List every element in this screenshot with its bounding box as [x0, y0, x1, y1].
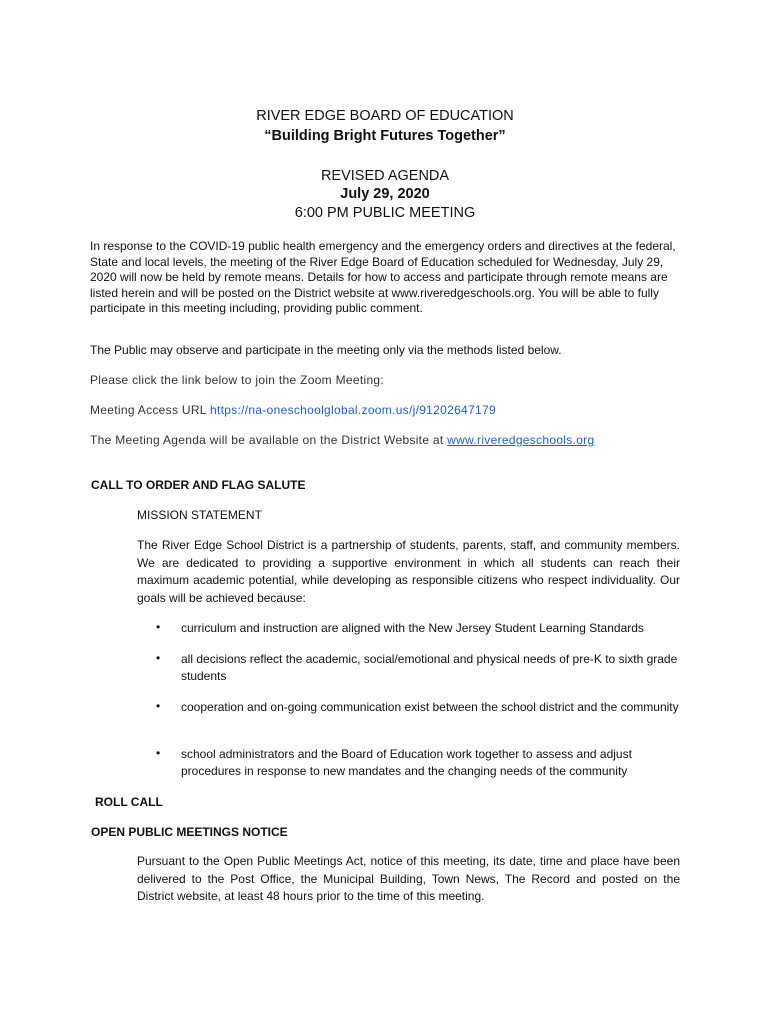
public-observe-text: The Public may observe and participate in the meeting only via the methods listed below. — [90, 343, 562, 357]
list-item: cooperation and on-going communication exist between the school district and the community — [181, 700, 679, 714]
bullet-marker: • — [156, 699, 161, 713]
call-to-order-heading: CALL TO ORDER AND FLAG SALUTE — [91, 478, 306, 492]
meeting-access-line — [90, 403, 680, 419]
bullet-marker: • — [156, 651, 161, 665]
mission-heading: MISSION STATEMENT — [137, 508, 262, 522]
opma-heading: OPEN PUBLIC MEETINGS NOTICE — [91, 825, 288, 839]
org-title: RIVER EDGE BOARD OF EDUCATION — [256, 108, 514, 124]
mission-text: The River Edge School District is a partnership of students, parents, staff, and community members. We are dedicated to providing a supportive environment in which all students can reach their maximum academic potential, while developing as responsible citizens who respect individuality. Our goals will be achieved because: — [137, 538, 680, 605]
list-item: all decisions reflect the academic, social/emotional and physical needs of pre-K to sixth grade students — [181, 652, 678, 683]
agenda-label: The Meeting Agenda will be available on the District Website at — [90, 433, 448, 447]
motto: “Building Bright Futures Together” — [264, 128, 506, 144]
opma-text: Pursuant to the Open Public Meetings Act, notice of this meeting, its date, time and place have been delivered to the Post Office, the Municipal Building, Town News, The Record and posted on the District website, at least 48 hours prior to the time of this meeting. — [137, 854, 680, 903]
zoom-prompt: Please click the link below to join the Zoom Meeting: — [90, 373, 385, 387]
meeting-date: July 29, 2020 — [340, 186, 430, 202]
bullet-marker: • — [156, 746, 161, 760]
covid-paragraph: In response to the COVID-19 public health emergency and the emergency orders and directives at the federal, State and local levels, the meeting of the River Edge Board of Education scheduled for Wednesday, July 29, 2020 will now be held by remote means. Details for how to access and participate through remote means are listed herein and will be posted on the District website at www.riveredgeschools.org. You will be able to fully participate in this meeting including, providing public comment. — [90, 239, 676, 315]
meeting-time: 6:00 PM PUBLIC MEETING — [294, 205, 476, 221]
agenda-type: REVISED AGENDA — [320, 168, 450, 184]
bullet-marker: • — [156, 620, 161, 634]
roll-call-heading: ROLL CALL — [95, 795, 163, 809]
list-item: curriculum and instruction are aligned with the New Jersey Student Learning Standards — [181, 621, 644, 635]
list-item: school administrators and the Board of Education work together to assess and adjust procedures in response to new mandates and the changing needs of the community — [181, 747, 632, 778]
zoom-link[interactable]: https://na-oneschoolglobal.zoom.us/j/91202647179 — [209, 403, 496, 417]
district-website-link[interactable]: www.riveredgeschools.org — [447, 433, 595, 447]
agenda-availability-line — [90, 433, 680, 449]
access-label: Meeting Access URL — [90, 403, 210, 417]
